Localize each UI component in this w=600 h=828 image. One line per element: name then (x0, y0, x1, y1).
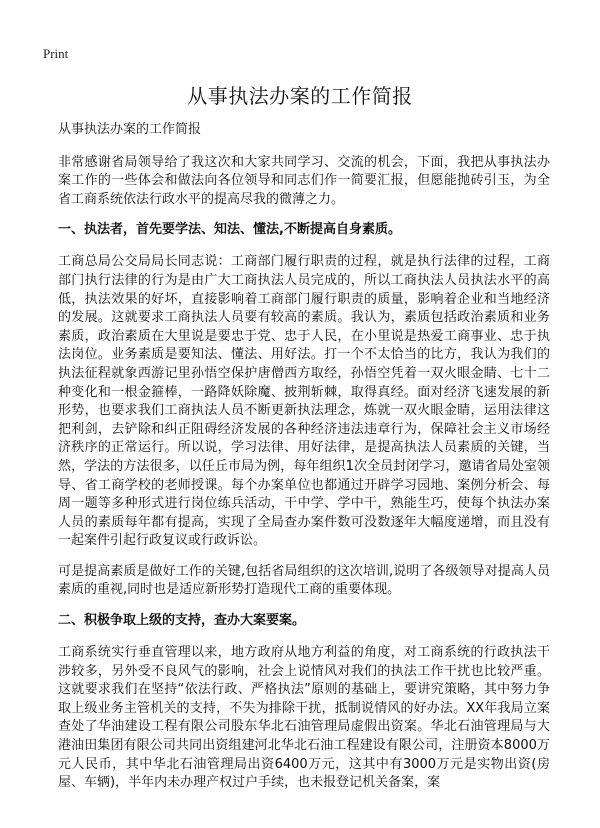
section-paragraph: 工商系统实行垂直管理以来，地方政府从地方利益的角度，对工商系统的行政执法干涉较多，另外受不良风气的影响，社会上说情风对我们的执法工作干扰也比较严重。这就要求我们在坚持“依法行政、严格执法”原则的基础上，要讲究策略，其中努力争取上级业务主管机关的支持，不失为排除干扰，抵制说情风的好办法。XX年我局立案查处了华油建设工程有限公司股东华北石油管理局虚假出资案。华北石油管理局与大港油田集团有限公司共同出资组建河北华北石油工程建设有限公司，注册资本8000万元人民币，其中华北石油管理局出资6400万元，这其中有3000万元是实物出资(房屋、车辆)，半年内未办理产权过户手续，也未报登记机关备案，案 (58, 645, 550, 791)
print-link[interactable]: Print (43, 46, 69, 61)
document-subtitle: 从事执法办案的工作简报 (58, 122, 202, 137)
intro-paragraph: 非常感谢省局领导给了我这次和大家共同学习、交流的机会，下面，我把从事执法办案工作的一些体会和做法向各位领导和同志们作一简要汇报，但愿能抛砖引玉，为全省工商系统依法行政水平的提高尽我的微薄之力。 (58, 154, 550, 207)
section-paragraph: 可是提高素质是做好工作的关键,包括省局组织的这次培训,说明了各级领导对提高人员素质的重视,同时也是适应新形势打造现代工商的重要体现。 (58, 563, 550, 598)
section-heading: 一、执法者，首先要学法、知法、懂法,不断提高自身素质。 (58, 222, 401, 238)
document-title: 从事执法办案的工作简报 (187, 84, 413, 108)
document-body (58, 121, 550, 805)
section-paragraph: 工商总局公交局局长同志说：工商部门履行职责的过程，就是执行法律的过程，工商部门执行法律的行为是由广大工商执法人员完成的，所以工商执法人员执法水平的高低，执法效果的好坏，直接影响着工商部门履行职责的质量，影响着企业和当地经济的发展。这就要求工商执法人员要有较高的素质。我认为，素质包括政治素质和业务素质，政治素质在大里说是要忠于党、忠于人民，在小里说是热爱工商事业、忠于执法岗位。业务素质是要知法、懂法、用好法。打一个不太恰当的比方，我认为我们的执法征程就象西游记里孙悟空保护唐僧西方取经，孙悟空凭着一双火眼金睛、七十二种变化和一根金箍棒，一路降妖除魔、披荆斩棘，取得真经。面对经济飞速发展的新形势，也要求我们工商执法人员不断更新执法理念，炼就一双火眼金睛，运用法律这把利剑，去铲除和纠正阻碍经济发展的各种经济违法违章行为，保障社会主义市场经济秩序的正常运行。所以说，学习法律、用好法律，是提高执法人员素质的关键，当然，学法的方法很多，以任丘市局为例，每年组织1次全员封闭学习，邀请省局处室领导、省工商学校的老师授课。每个办案单位也都通过开辟学习园地、案例分析会、每周一题等多种形式进行岗位练兵活动，干中学、学中干，熟能生巧，使每个执法办案人员的素质每年都有提高，实现了全局查办案件数可没数逐年大幅度递增，而且没有一起案件引起行政复议或行政诉讼。 (58, 254, 550, 549)
section-heading: 二、积极争取上级的支持，查办大案要案。 (58, 613, 306, 629)
